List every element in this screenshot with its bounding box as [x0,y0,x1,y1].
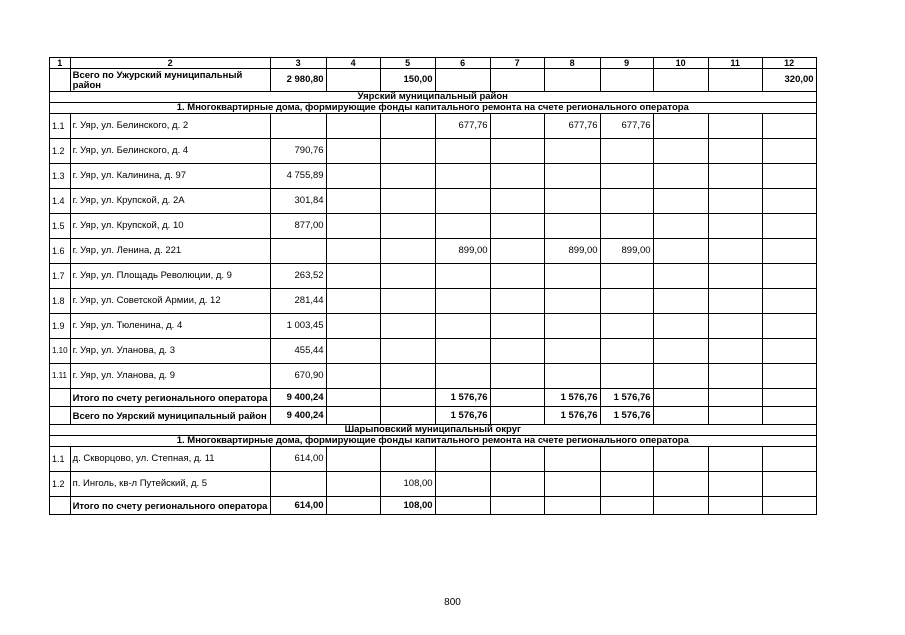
row-number: 1.1 [50,114,71,139]
value-cell-col-12 [762,314,816,339]
address-cell: д. Скворцово, ул. Степная, д. 11 [70,447,270,472]
value-cell-col-9 [600,447,653,472]
column-number-7: 7 [490,58,544,69]
value-cell-col-8: 899,00 [544,239,600,264]
value-cell-col-3 [270,114,326,139]
value-cell-col-11 [708,314,762,339]
value-cell-col-11 [708,472,762,497]
value-cell-col-4 [326,407,380,425]
row-number: 1.11 [50,364,71,389]
value-cell-col-8: 1 576,76 [544,407,600,425]
value-cell-col-6 [435,497,490,515]
value-cell-col-5 [380,364,435,389]
column-number-row [50,58,817,69]
value-cell-col-11 [708,364,762,389]
value-cell-col-12 [762,139,816,164]
value-cell-col-9 [600,189,653,214]
table-row [50,214,817,239]
column-number-5: 5 [380,58,435,69]
value-cell-col-7 [490,339,544,364]
column-number-3: 3 [270,58,326,69]
value-cell-col-11 [708,264,762,289]
value-cell-col-8 [544,164,600,189]
total-label: Всего по Уярский муниципальный район [70,407,270,425]
value-cell-col-9 [600,139,653,164]
address-cell: г. Уяр, ул. Белинского, д. 4 [70,139,270,164]
value-cell-col-10 [653,472,708,497]
value-cell-col-9: 899,00 [600,239,653,264]
category-title: 1. Многоквартирные дома, формирующие фонды капитального ремонта на счете регионального оператора [50,436,817,447]
value-cell-col-3 [270,472,326,497]
value-cell-col-12 [762,289,816,314]
row-number-cell [50,389,71,407]
value-cell-col-3: 9 400,24 [270,407,326,425]
table-row [50,189,817,214]
total-row [50,407,817,425]
value-cell-col-6 [435,289,490,314]
value-cell-col-3: 2 980,80 [270,69,326,92]
row-number: 1.3 [50,164,71,189]
value-cell-col-4 [326,214,380,239]
value-cell-col-12 [762,407,816,425]
column-number-6: 6 [435,58,490,69]
value-cell-col-11 [708,497,762,515]
table-row [50,139,817,164]
value-cell-col-10 [653,339,708,364]
page-number: 800 [444,597,461,608]
value-cell-col-11 [708,389,762,407]
value-cell-col-5 [380,389,435,407]
table-row [50,164,817,189]
value-cell-col-9 [600,497,653,515]
value-cell-col-11 [708,447,762,472]
value-cell-col-9 [600,214,653,239]
value-cell-col-10 [653,214,708,239]
value-cell-col-7 [490,189,544,214]
value-cell-col-6 [435,472,490,497]
total-label: Всего по Ужурский муниципальный район [70,69,270,92]
value-cell-col-4 [326,339,380,364]
value-cell-col-9 [600,472,653,497]
value-cell-col-10 [653,164,708,189]
value-cell-col-8 [544,214,600,239]
value-cell-col-7 [490,447,544,472]
value-cell-col-5 [380,289,435,314]
value-cell-col-11 [708,69,762,92]
value-cell-col-7 [490,497,544,515]
value-cell-col-9 [600,289,653,314]
row-number-cell [50,497,71,515]
value-cell-col-8 [544,472,600,497]
value-cell-col-9: 1 576,76 [600,389,653,407]
value-cell-col-8: 677,76 [544,114,600,139]
value-cell-col-10 [653,364,708,389]
row-number: 1.6 [50,239,71,264]
subtotal-label: Итого по счету регионального оператора [70,389,270,407]
value-cell-col-10 [653,189,708,214]
subtotal-label: Итого по счету регионального оператора [70,497,270,515]
table-row [50,364,817,389]
value-cell-col-7 [490,164,544,189]
row-number: 1.5 [50,214,71,239]
value-cell-col-8 [544,314,600,339]
value-cell-col-12 [762,239,816,264]
value-cell-col-5 [380,164,435,189]
value-cell-col-8 [544,447,600,472]
value-cell-col-11 [708,239,762,264]
value-cell-col-11 [708,114,762,139]
value-cell-col-10 [653,447,708,472]
value-cell-col-5 [380,214,435,239]
value-cell-col-12 [762,497,816,515]
district-heading-row [50,425,817,436]
table-row [50,264,817,289]
value-cell-col-10 [653,69,708,92]
value-cell-col-7 [490,139,544,164]
value-cell-col-7 [490,472,544,497]
row-number: 1.9 [50,314,71,339]
value-cell-col-5 [380,139,435,164]
value-cell-col-5: 150,00 [380,69,435,92]
value-cell-col-4 [326,164,380,189]
row-number: 1.10 [50,339,71,364]
value-cell-col-10 [653,139,708,164]
value-cell-col-3: 455,44 [270,339,326,364]
value-cell-col-7 [490,264,544,289]
value-cell-col-5: 108,00 [380,472,435,497]
value-cell-col-7 [490,364,544,389]
column-number-1: 1 [50,58,71,69]
table-row [50,239,817,264]
value-cell-col-4 [326,239,380,264]
value-cell-col-8 [544,264,600,289]
value-cell-col-11 [708,139,762,164]
value-cell-col-6 [435,364,490,389]
value-cell-col-6 [435,447,490,472]
value-cell-col-9 [600,264,653,289]
table-body [50,58,817,515]
value-cell-col-6: 1 576,76 [435,407,490,425]
value-cell-col-6 [435,69,490,92]
value-cell-col-7 [490,314,544,339]
value-cell-col-5 [380,447,435,472]
category-heading-row [50,436,817,447]
value-cell-col-10 [653,407,708,425]
value-cell-col-6 [435,189,490,214]
value-cell-col-9 [600,364,653,389]
value-cell-col-8 [544,289,600,314]
subtotal-row [50,389,817,407]
value-cell-col-3: 1 003,45 [270,314,326,339]
value-cell-col-3: 4 755,89 [270,164,326,189]
column-number-10: 10 [653,58,708,69]
address-cell: г. Уяр, ул. Белинского, д. 2 [70,114,270,139]
table-row [50,314,817,339]
value-cell-col-7 [490,389,544,407]
value-cell-col-5 [380,339,435,364]
value-cell-col-8: 1 576,76 [544,389,600,407]
address-cell: г. Уяр, ул. Ленина, д. 221 [70,239,270,264]
value-cell-col-12 [762,472,816,497]
value-cell-col-5 [380,239,435,264]
value-cell-col-3: 670,90 [270,364,326,389]
value-cell-col-3: 614,00 [270,447,326,472]
category-title: 1. Многоквартирные дома, формирующие фонды капитального ремонта на счете регионального оператора [50,103,817,114]
table-row [50,289,817,314]
value-cell-col-7 [490,407,544,425]
value-cell-col-12 [762,339,816,364]
value-cell-col-7 [490,69,544,92]
category-heading-row [50,103,817,114]
column-number-9: 9 [600,58,653,69]
value-cell-col-7 [490,289,544,314]
value-cell-col-11 [708,407,762,425]
value-cell-col-10 [653,497,708,515]
value-cell-col-4 [326,389,380,407]
value-cell-col-3 [270,239,326,264]
value-cell-col-3: 877,00 [270,214,326,239]
value-cell-col-6: 677,76 [435,114,490,139]
value-cell-col-8 [544,139,600,164]
row-number: 1.1 [50,447,71,472]
address-cell: г. Уяр, ул. Тюленина, д. 4 [70,314,270,339]
subtotal-row [50,497,817,515]
value-cell-col-10 [653,264,708,289]
address-cell: г. Уяр, ул. Калинина, д. 97 [70,164,270,189]
value-cell-col-9 [600,339,653,364]
total-row [50,69,817,92]
column-number-4: 4 [326,58,380,69]
value-cell-col-5: 108,00 [380,497,435,515]
value-cell-col-4 [326,447,380,472]
value-cell-col-4 [326,139,380,164]
row-number: 1.4 [50,189,71,214]
value-cell-col-3: 301,84 [270,189,326,214]
value-cell-col-10 [653,114,708,139]
value-cell-col-6 [435,139,490,164]
column-number-12: 12 [762,58,816,69]
value-cell-col-8 [544,69,600,92]
address-cell: г. Уяр, ул. Уланова, д. 3 [70,339,270,364]
value-cell-col-9: 677,76 [600,114,653,139]
value-cell-col-3: 263,52 [270,264,326,289]
value-cell-col-12 [762,164,816,189]
value-cell-col-5 [380,264,435,289]
address-cell: г. Уяр, ул. Уланова, д. 9 [70,364,270,389]
value-cell-col-3: 9 400,24 [270,389,326,407]
address-cell: г. Уяр, ул. Советской Армии, д. 12 [70,289,270,314]
column-number-11: 11 [708,58,762,69]
value-cell-col-10 [653,239,708,264]
value-cell-col-12 [762,189,816,214]
value-cell-col-9 [600,69,653,92]
value-cell-col-4 [326,69,380,92]
address-cell: п. Инголь, кв-л Путейский, д. 5 [70,472,270,497]
column-number-2: 2 [70,58,270,69]
value-cell-col-3: 614,00 [270,497,326,515]
address-cell: г. Уяр, ул. Крупской, д. 10 [70,214,270,239]
value-cell-col-3: 790,76 [270,139,326,164]
value-cell-col-4 [326,314,380,339]
value-cell-col-5 [380,189,435,214]
value-cell-col-6 [435,264,490,289]
value-cell-col-5 [380,407,435,425]
table-row [50,447,817,472]
value-cell-col-6 [435,314,490,339]
value-cell-col-6: 899,00 [435,239,490,264]
value-cell-col-9 [600,164,653,189]
address-cell: г. Уяр, ул. Площадь Революции, д. 9 [70,264,270,289]
value-cell-col-6: 1 576,76 [435,389,490,407]
value-cell-col-10 [653,314,708,339]
value-cell-col-11 [708,189,762,214]
value-cell-col-9: 1 576,76 [600,407,653,425]
value-cell-col-5 [380,114,435,139]
value-cell-col-8 [544,364,600,389]
table-row [50,339,817,364]
row-number: 1.7 [50,264,71,289]
value-cell-col-6 [435,214,490,239]
value-cell-col-11 [708,289,762,314]
district-name: Шарыповский муниципальный округ [50,425,817,436]
row-number: 1.2 [50,472,71,497]
value-cell-col-8 [544,189,600,214]
value-cell-col-4 [326,114,380,139]
value-cell-col-10 [653,389,708,407]
value-cell-col-4 [326,364,380,389]
value-cell-col-11 [708,339,762,364]
value-cell-col-7 [490,114,544,139]
value-cell-col-12 [762,264,816,289]
value-cell-col-10 [653,289,708,314]
column-number-8: 8 [544,58,600,69]
value-cell-col-6 [435,164,490,189]
table-row [50,114,817,139]
value-cell-col-6 [435,339,490,364]
value-cell-col-4 [326,497,380,515]
value-cell-col-8 [544,497,600,515]
row-number: 1.8 [50,289,71,314]
district-heading-row [50,92,817,103]
value-cell-col-12 [762,214,816,239]
value-cell-col-11 [708,164,762,189]
value-cell-col-12 [762,114,816,139]
row-number: 1.2 [50,139,71,164]
table-row [50,472,817,497]
value-cell-col-12: 320,00 [762,69,816,92]
address-cell: г. Уяр, ул. Крупской, д. 2А [70,189,270,214]
value-cell-col-7 [490,239,544,264]
value-cell-col-7 [490,214,544,239]
row-number-cell [50,407,71,425]
value-cell-col-8 [544,339,600,364]
value-cell-col-3: 281,44 [270,289,326,314]
value-cell-col-12 [762,389,816,407]
value-cell-col-4 [326,264,380,289]
value-cell-col-5 [380,314,435,339]
register-table [49,57,817,515]
value-cell-col-4 [326,289,380,314]
district-name: Уярский муниципальный район [50,92,817,103]
value-cell-col-12 [762,447,816,472]
value-cell-col-9 [600,314,653,339]
row-number-cell [50,69,71,92]
value-cell-col-11 [708,214,762,239]
value-cell-col-4 [326,189,380,214]
value-cell-col-12 [762,364,816,389]
value-cell-col-4 [326,472,380,497]
